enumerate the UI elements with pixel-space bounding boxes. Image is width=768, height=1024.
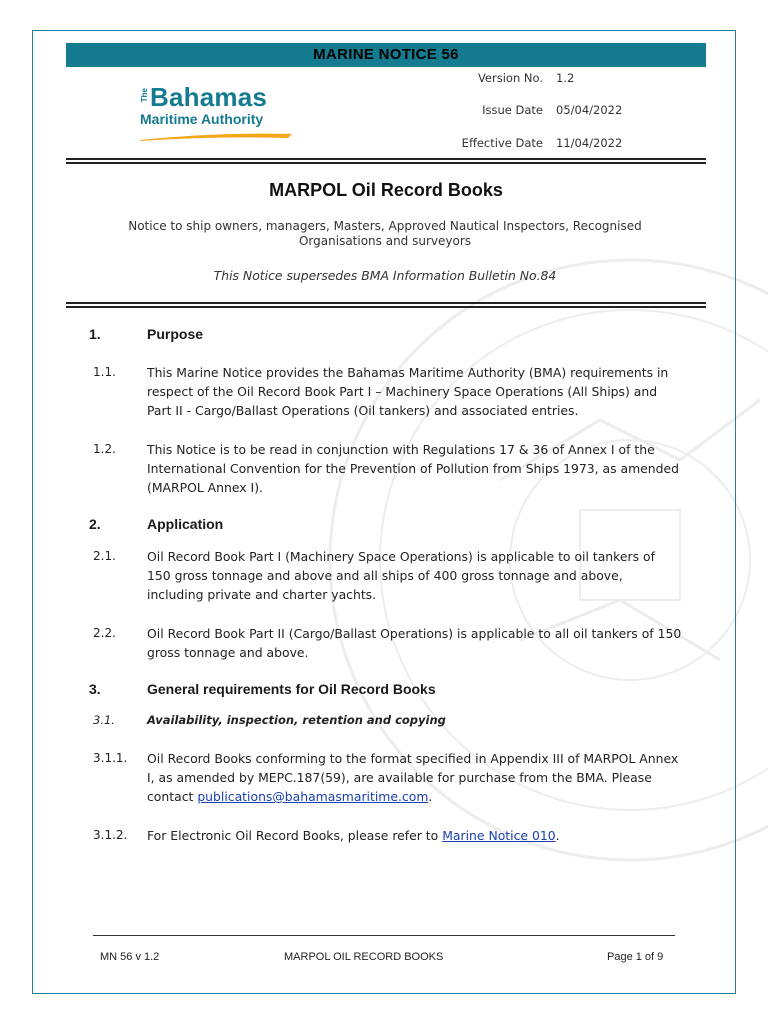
section-3-title: General requirements for Oil Record Books (147, 681, 436, 697)
para-3-1-1-text-before: Oil Record Books conforming to the format specified in Appendix III of MARPOL Annex I, as amended by MEPC.187(59), are available for purchase from the BMA. Please contact (147, 751, 679, 804)
page-title: MARPOL Oil Record Books (269, 180, 503, 200)
para-3-1-1-text (147, 749, 682, 806)
section-1-number: 1. (89, 326, 101, 342)
footer-doc-title: MARPOL OIL RECORD BOOKS (284, 951, 444, 963)
section-2-number: 2. (89, 516, 101, 532)
para-3-1-2-text-after: . (555, 828, 560, 843)
para-1-1-number: 1.1. (93, 365, 116, 379)
para-3-1-heading: Availability, inspection, retention and copying (147, 713, 446, 727)
para-3-1-2-text (147, 826, 682, 845)
header-divider (66, 158, 706, 164)
logo-swoosh-icon (138, 130, 294, 142)
para-3-1-1-text-after: . (428, 789, 433, 804)
para-3-1-number: 3.1. (93, 713, 115, 727)
marine-notice-010-link[interactable]: Marine Notice 010 (442, 828, 556, 843)
effective-date-label: Effective Date (461, 136, 543, 150)
logo-authority-text: Maritime Authority (140, 111, 264, 127)
para-2-1-number: 2.1. (93, 549, 116, 563)
para-1-2-number: 1.2. (93, 442, 116, 456)
para-1-1-text: This Marine Notice provides the Bahamas Maritime Authority (BMA) requirements in respect of the Oil Record Book Part I – Machinery Space Operations (All Ships) and Part II - Cargo/Ballast Operations (Oil tankers) and associated entries. (147, 365, 669, 418)
para-1-2-text: This Notice is to be read in conjunction with Regulations 17 & 36 of Annex I of the International Convention for the Prevention of Pollution from Ships 1973, as amended (MARPOL Annex I). (147, 442, 680, 495)
para-2-2-text: Oil Record Book Part II (Cargo/Ballast Operations) is applicable to all oil tankers of 150 gross tonnage and above. (147, 626, 682, 660)
footer-divider (93, 935, 675, 936)
para-2-1-text: Oil Record Book Part I (Machinery Space Operations) is applicable to oil tankers of 150 gross tonnage and above and all ships of 400 gross tonnage and above, including private and charter yachts. (147, 549, 655, 602)
para-3-1-2-number: 3.1.2. (93, 828, 128, 842)
footer-doc-id: MN 56 v 1.2 (100, 951, 160, 963)
issue-date-value: 05/04/2022 (556, 103, 623, 117)
publications-email-link[interactable]: publications@bahamasmaritime.com (197, 789, 429, 804)
title-divider (66, 302, 706, 308)
issue-date-label: Issue Date (482, 103, 543, 117)
version-value: 1.2 (556, 71, 575, 85)
logo-the-text: The (140, 88, 149, 103)
section-2-title: Application (147, 516, 224, 532)
section-3-number: 3. (89, 681, 101, 697)
version-label: Version No. (477, 71, 543, 85)
footer-page-number: Page 1 of 9 (607, 951, 664, 963)
supersedes-text: This Notice supersedes BMA Information Bulletin No.84 (213, 268, 557, 283)
marine-notice-banner: MARINE NOTICE 56 (66, 43, 706, 67)
logo-bahamas-text: Bahamas (150, 82, 268, 112)
audience-text: Notice to ship owners, managers, Masters, Approved Nautical Inspectors, Recognised Organisations and surveyors (128, 219, 642, 248)
para-2-2-number: 2.2. (93, 626, 116, 640)
para-3-1-1-number: 3.1.1. (93, 751, 128, 765)
effective-date-value: 11/04/2022 (556, 136, 623, 150)
para-3-1-2-text-before: For Electronic Oil Record Books, please refer to (147, 828, 443, 843)
section-1-title: Purpose (147, 326, 204, 342)
